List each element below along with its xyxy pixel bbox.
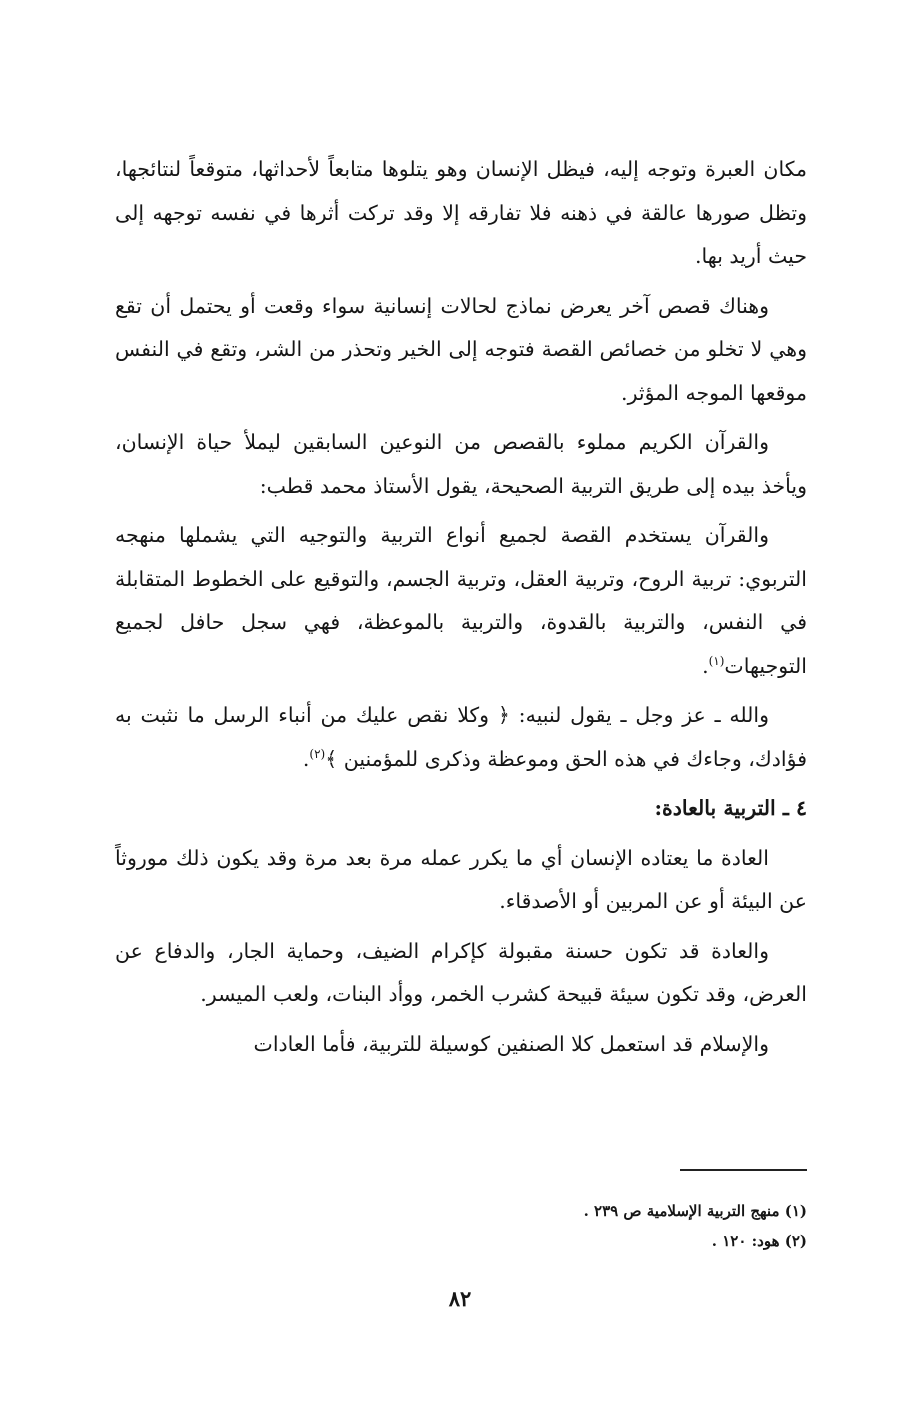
paragraph-3: والقرآن الكريم مملوء بالقصص من النوعين السابقين ليملأ حياة الإنسان، ويأخذ بيده إلى طريق التربية الصحيحة، يقول الأستاذ محمد قطب: — [115, 430, 807, 498]
section-heading: ٤ ـ التربية بالعادة: — [654, 796, 807, 820]
paragraph-4-quote — [115, 514, 807, 688]
footnote-2: (٢) هود: ١٢٠ . — [711, 1232, 807, 1250]
footnote-ref-1: (١) — [708, 653, 725, 668]
footnote-1: (١) منهج التربية الإسلامية ص ٢٣٩ . — [583, 1202, 807, 1220]
paragraph-5-text: والله ـ عز وجل ـ يقول لنبيه: ﴿ وكلا نقص عليك من أنباء الرسل ما نثبت به فؤادك، وجاءك في هذه الحق وموعظة وذكرى للمؤمنين ﴾ — [115, 703, 807, 771]
page-number: ٨٢ — [448, 1286, 472, 1311]
paragraph-1: مكان العبرة وتوجه إليه، فيظل الإنسان وهو يتلوها متابعاً لأحداثها، متوقعاً لنتائجها، وتظل صورها عالقة في ذهنه فلا تفارقه إلا وقد تركت أثرها في نفسه توجهه إلى حيث أريد بها. — [115, 157, 807, 268]
footnote-divider — [680, 1169, 807, 1171]
paragraph-4-tail: . — [702, 653, 709, 678]
paragraph-4-text: والقرآن يستخدم القصة لجميع أنواع التربية والتوجيه التي يشملها منهجه التربوي: تربية الروح، وتربية العقل، وتربية الجسم، والتوقيع على الخطوط المتقابلة في النفس، والتربية بالقدوة، والتربية بالموعظة، فهي سجل حافل لجميع التوجيهات — [115, 523, 807, 678]
paragraph-5-tail: . — [302, 746, 310, 771]
paragraph-5-verse — [115, 694, 807, 781]
paragraph-7: والعادة قد تكون حسنة مقبولة كإكرام الضيف، وحماية الجار، والدفاع عن العرض، وقد تكون سيئة قبيحة كشرب الخمر، ووأد البنات، ولعب الميسر. — [115, 938, 807, 1006]
footnote-ref-2: (٢) — [309, 746, 326, 761]
paragraph-6: العادة ما يعتاده الإنسان أي ما يكرر عمله مرة بعد مرة وقد يكون ذلك موروثاً عن البيئة أو عن المربين أو الأصدقاء. — [115, 845, 807, 913]
paragraph-2: وهناك قصص آخر يعرض نماذج لحالات إنسانية سواء وقعت أو يحتمل أن تقع وهي لا تخلو من خصائص القصة فتوجه إلى الخير وتحذر من الشر، وتقع في النفس موقعها الموجه المؤثر. — [115, 293, 807, 405]
paragraph-8: والإسلام قد استعمل كلا الصنفين كوسيلة للتربية، فأما العادات — [253, 1031, 769, 1056]
main-text — [115, 148, 807, 1072]
footnotes — [400, 1196, 807, 1256]
